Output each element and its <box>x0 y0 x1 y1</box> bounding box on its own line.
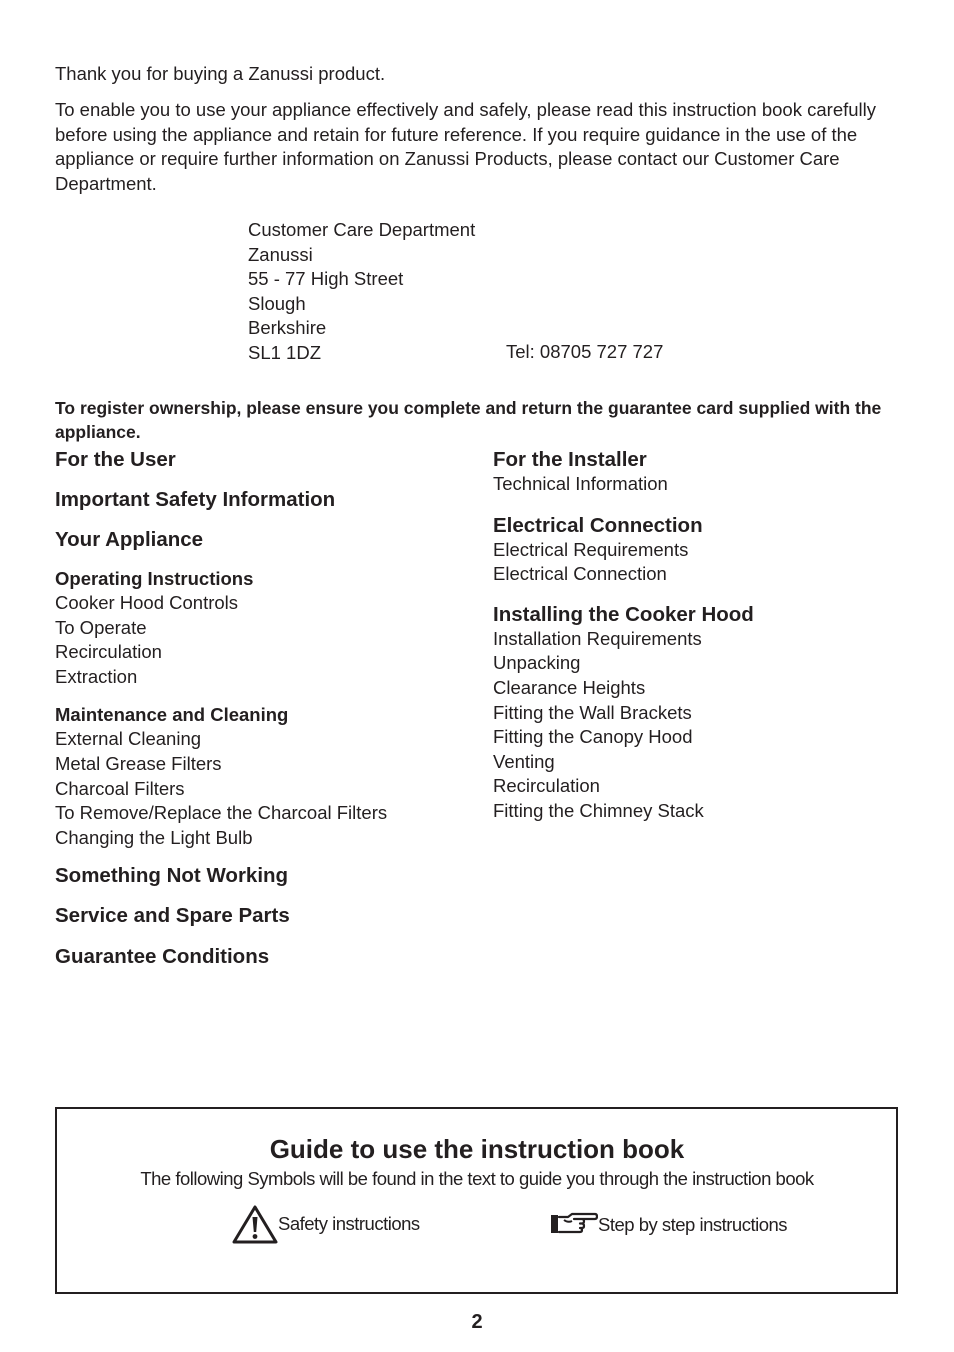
address-line: SL1 1DZ <box>248 341 322 363</box>
contents-item: Fitting the Chimney Stack <box>493 799 704 821</box>
contents-left-column <box>55 448 475 969</box>
contents-item: Fitting the Canopy Hood <box>493 726 693 748</box>
register-ownership-note: To register ownership, please ensure you complete and return the guarantee card supplied with the appliance. <box>55 397 882 442</box>
steps-symbol-entry <box>550 1210 787 1240</box>
pointing-hand-icon <box>550 1211 598 1239</box>
contents-item: Extraction <box>55 665 138 687</box>
contents-item: External Cleaning <box>55 728 202 750</box>
contents-item: Installation Requirements <box>493 627 702 649</box>
heading-maintenance-cleaning: Maintenance and Cleaning <box>55 704 289 726</box>
contents-item: Fitting the Wall Brackets <box>493 701 692 723</box>
contents-item: Cooker Hood Controls <box>55 592 239 613</box>
contents-item: Unpacking <box>493 652 581 674</box>
telephone-number: Tel: 08705 727 727 <box>506 341 664 362</box>
guide-subtitle: The following Symbols will be found in the text to guide you through the instruction book <box>140 1168 814 1189</box>
address-line: Berkshire <box>248 317 327 338</box>
safety-instructions-label: Safety instructions <box>278 1213 420 1234</box>
step-by-step-label: Step by step instructions <box>598 1214 788 1235</box>
heading-for-the-user: For the User <box>55 448 176 471</box>
warning-triangle-icon <box>232 1204 278 1244</box>
heading-electrical-connection: Electrical Connection <box>493 513 703 537</box>
contents-right-column <box>493 448 913 824</box>
heading-installing-cooker-hood: Installing the Cooker Hood <box>493 602 754 626</box>
contents-item: Charcoal Filters <box>55 777 185 799</box>
customer-care-address <box>248 218 475 365</box>
contents-item: Electrical Requirements <box>493 538 689 560</box>
intro-paragraph: To enable you to use your appliance effectively and safely, please read this instruction book carefully before using the appliance and retain for future reference. If you require guidance in the use of the appliance or require further information on Zanussi Products, please contact our Customer Care Department. <box>55 99 877 194</box>
heading-service-spare-parts: Service and Spare Parts <box>55 904 290 928</box>
contents-item: Recirculation <box>55 641 162 663</box>
contents-item: Venting <box>493 750 555 772</box>
guide-title: Guide to use the instruction book <box>269 1134 685 1164</box>
address-line: Zanussi <box>248 243 313 265</box>
contents-item: To Remove/Replace the Charcoal Filters <box>55 802 388 824</box>
heading-operating-instructions: Operating Instructions <box>55 568 254 589</box>
address-line: Customer Care Department <box>248 219 476 240</box>
contents-item: To Operate <box>55 616 147 638</box>
contents-item: Changing the Light Bulb <box>55 826 253 848</box>
heading-safety-information: Important Safety Information <box>55 488 336 511</box>
contents-item: Clearance Heights <box>493 676 646 698</box>
heading-for-the-installer: For the Installer <box>493 448 647 471</box>
heading-something-not-working: Something Not Working <box>55 864 289 888</box>
page-number: 2 <box>471 1311 483 1333</box>
address-line: Slough <box>248 292 306 314</box>
thank-you-text: Thank you for buying a Zanussi product. <box>55 63 386 84</box>
contents-item: Electrical Connection <box>493 563 667 585</box>
contents-item: Technical Information <box>493 473 668 494</box>
safety-symbol-entry <box>232 1204 420 1244</box>
heading-your-appliance: Your Appliance <box>55 528 204 551</box>
contents-item: Metal Grease Filters <box>55 752 222 774</box>
contents-item: Recirculation <box>493 775 600 797</box>
address-line: 55 - 77 High Street <box>248 268 404 289</box>
heading-guarantee-conditions: Guarantee Conditions <box>55 945 270 969</box>
